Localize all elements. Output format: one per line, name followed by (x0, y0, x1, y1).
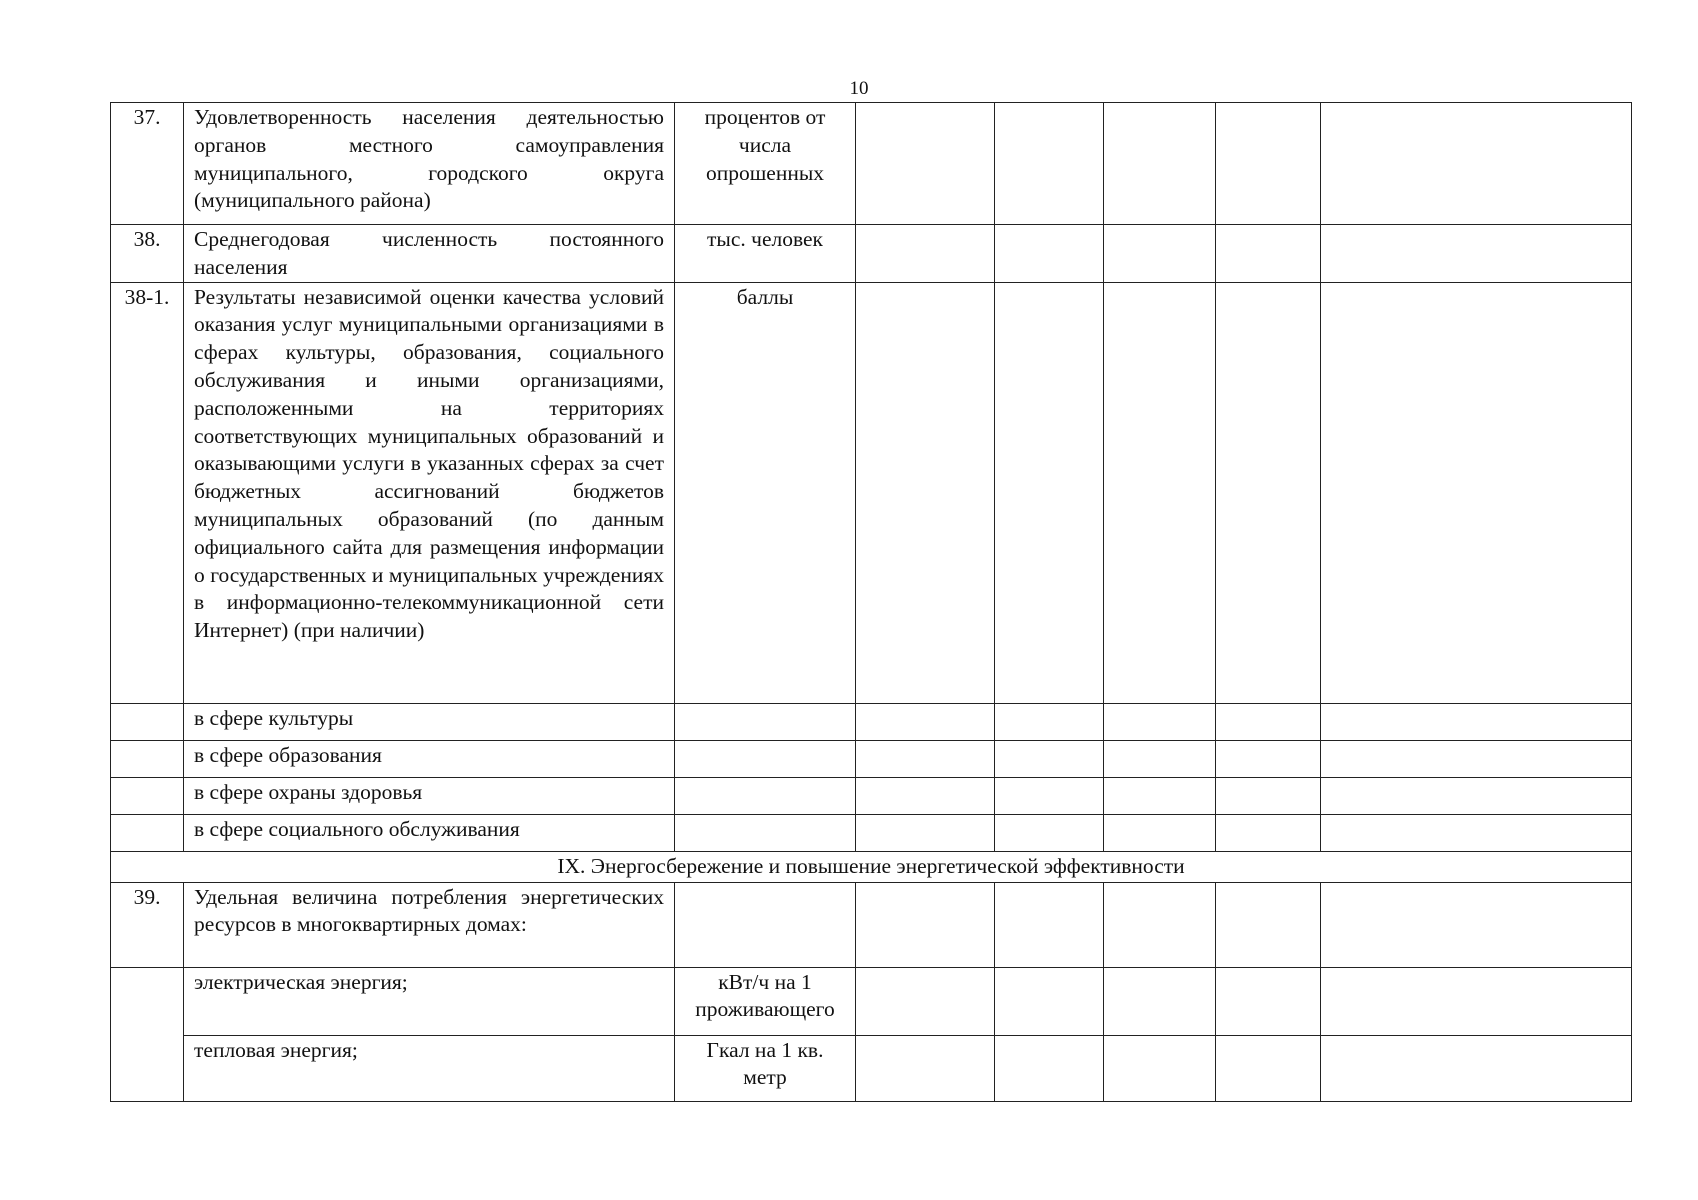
indicator-name: в сфере образования (184, 740, 675, 777)
value-cell (1104, 882, 1216, 967)
row-education (111, 740, 1632, 777)
indicator-name: электрическая энергия; (184, 967, 675, 1035)
unit: Гкал на 1 кв. метр (675, 1035, 856, 1101)
indicators-table (110, 102, 1632, 1102)
row-number (111, 740, 184, 777)
value-cell (1321, 282, 1632, 703)
row-37 (111, 103, 1632, 225)
value-cell (1104, 1035, 1216, 1101)
page-number: 10 (849, 78, 869, 99)
row-38 (111, 225, 1632, 283)
value-cell (995, 967, 1104, 1035)
unit (675, 814, 856, 851)
value-cell (856, 882, 995, 967)
value-cell (1104, 740, 1216, 777)
unit (675, 703, 856, 740)
row-social (111, 814, 1632, 851)
indicator-name: Удельная величина потребления энергетических ресурсов в многоквартирных домах: (184, 882, 675, 967)
row-electric (111, 967, 1632, 1035)
row-38-1 (111, 282, 1632, 703)
value-cell (1216, 225, 1321, 283)
value-cell (1216, 1035, 1321, 1101)
value-cell (1216, 814, 1321, 851)
row-number (111, 703, 184, 740)
value-cell (995, 814, 1104, 851)
value-cell (1321, 703, 1632, 740)
unit (675, 882, 856, 967)
value-cell (995, 777, 1104, 814)
row-number (111, 777, 184, 814)
value-cell (856, 740, 995, 777)
row-culture (111, 703, 1632, 740)
value-cell (1104, 967, 1216, 1035)
row-number (111, 814, 184, 851)
row-number: 37. (111, 103, 184, 225)
value-cell (995, 1035, 1104, 1101)
value-cell (995, 703, 1104, 740)
value-cell (856, 777, 995, 814)
value-cell (856, 1035, 995, 1101)
value-cell (1216, 967, 1321, 1035)
section-title: IX. Энергосбережение и повышение энергетической эффективности (111, 851, 1632, 882)
value-cell (856, 225, 995, 283)
unit (675, 740, 856, 777)
row-39 (111, 882, 1632, 967)
indicator-name: в сфере социального обслуживания (184, 814, 675, 851)
value-cell (1216, 740, 1321, 777)
indicator-name: в сфере культуры (184, 703, 675, 740)
value-cell (1216, 282, 1321, 703)
unit: тыс. человек (675, 225, 856, 283)
value-cell (1216, 103, 1321, 225)
value-cell (1104, 282, 1216, 703)
value-cell (995, 282, 1104, 703)
indicator-name: в сфере охраны здоровья (184, 777, 675, 814)
value-cell (856, 703, 995, 740)
value-cell (1216, 777, 1321, 814)
unit: кВт/ч на 1 проживающего (675, 967, 856, 1035)
value-cell (1104, 777, 1216, 814)
value-cell (995, 740, 1104, 777)
value-cell (856, 103, 995, 225)
value-cell (1104, 814, 1216, 851)
indicator-name: Среднегодовая численность постоянного населения (184, 225, 675, 283)
value-cell (1216, 882, 1321, 967)
unit (675, 777, 856, 814)
value-cell (1321, 814, 1632, 851)
value-cell (1321, 103, 1632, 225)
row-health (111, 777, 1632, 814)
row-number: 38-1. (111, 282, 184, 703)
value-cell (1104, 103, 1216, 225)
value-cell (1321, 882, 1632, 967)
value-cell (1321, 740, 1632, 777)
unit: баллы (675, 282, 856, 703)
row-number: 38. (111, 225, 184, 283)
indicator-name: Удовлетворенность населения деятельностью органов местного самоуправления муниципального, городского округа (муниципального района) (184, 103, 675, 225)
value-cell (1104, 225, 1216, 283)
value-cell (995, 225, 1104, 283)
value-cell (995, 103, 1104, 225)
value-cell (856, 282, 995, 703)
row-heat (111, 1035, 1632, 1101)
row-number (111, 967, 184, 1101)
value-cell (1321, 225, 1632, 283)
value-cell (1104, 703, 1216, 740)
value-cell (1216, 703, 1321, 740)
value-cell (1321, 777, 1632, 814)
indicator-name: Результаты независимой оценки качества условий оказания услуг муниципальными организациями в сферах культуры, образования, социального обслуживания и иными организациями, расположенными на территориях соответствующих муниципальных образований и оказывающими услуги в указанных сферах за счет бюджетных ассигнований бюджетов муниципальных образований (по данным официального сайта для размещения информации о государственных и муниципальных учреждениях в информационно-телекоммуникационной сети Интернет) (при наличии) (184, 282, 675, 703)
value-cell (1321, 1035, 1632, 1101)
value-cell (995, 882, 1104, 967)
value-cell (856, 967, 995, 1035)
section-header-row (111, 851, 1632, 882)
unit: процентов от числа опрошенных (675, 103, 856, 225)
row-number: 39. (111, 882, 184, 967)
indicator-name: тепловая энергия; (184, 1035, 675, 1101)
value-cell (856, 814, 995, 851)
value-cell (1321, 967, 1632, 1035)
